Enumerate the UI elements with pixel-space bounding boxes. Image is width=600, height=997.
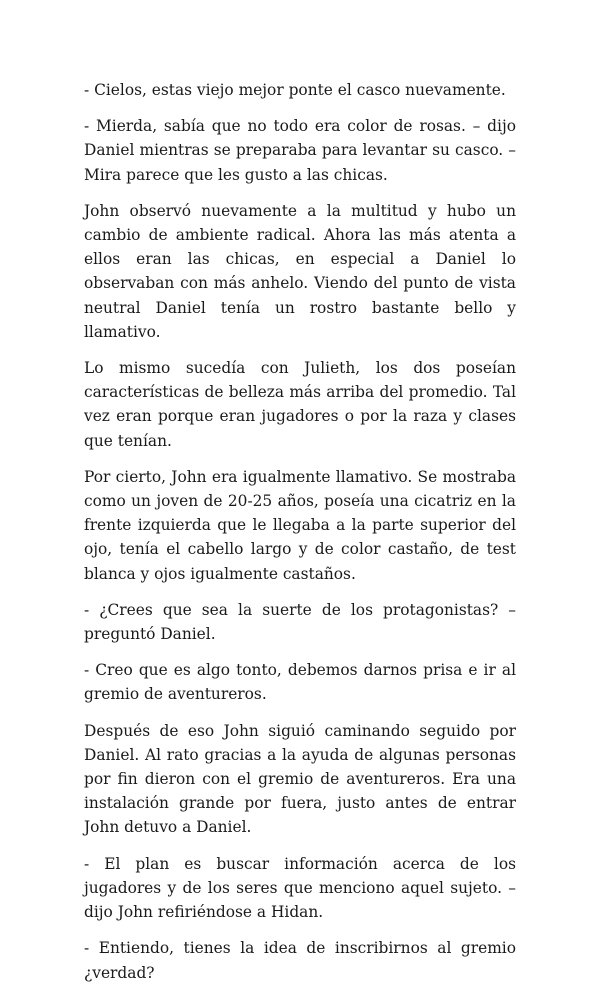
paragraph-2: - Mierda, sabía que no todo era color de rosas. – dijo Daniel mientras se preparaba para levantar su casco. – Mira parece que les gusto a las chicas. <box>84 117 516 184</box>
paragraph-10: - Entiendo, tienes la idea de inscribirnos al gremio ¿verdad? <box>84 939 516 982</box>
paragraph-1: - Cielos, estas viejo mejor ponte el casco nuevamente. <box>84 81 506 99</box>
document-page <box>84 78 516 997</box>
paragraph-8: Después de eso John siguió caminando seguido por Daniel. Al rato gracias a la ayuda de algunas personas por fin dieron con el gremio de aventureros. Era una instalación grande por fuera, justo antes de entrar John detuvo a Daniel. <box>84 721 516 837</box>
paragraph-4: Lo mismo sucedía con Julieth, los dos poseían características de belleza más arriba del promedio. Tal vez eran porque eran jugadores o por la raza y clases que tenían. <box>84 359 516 450</box>
paragraph-5: Por cierto, John era igualmente llamativo. Se mostraba como un joven de 20-25 años, poseía una cicatriz en la frente izquierda que le llegaba a la parte superior del ojo, tenía el cabello largo y de color castaño, de test blanca y ojos igualmente castaños. <box>84 467 516 583</box>
paragraph-7: - Creo que es algo tonto, debemos darnos prisa e ir al gremio de aventureros. <box>84 661 516 704</box>
paragraph-6: - ¿Crees que sea la suerte de los protagonistas? – preguntó Daniel. <box>84 600 516 644</box>
paragraph-9: - El plan es buscar información acerca de los jugadores y de los seres que menciono aquel sujeto. – dijo John refiriéndose a Hidan. <box>84 854 516 922</box>
paragraph-3: John observó nuevamente a la multitud y hubo un cambio de ambiente radical. Ahora las más atenta a ellos eran las chicas, en especial a Daniel lo observaban con más anhelo. Viendo del punto de vista neutral Daniel tenía un rostro bastante bello y llamativo. <box>84 201 516 341</box>
